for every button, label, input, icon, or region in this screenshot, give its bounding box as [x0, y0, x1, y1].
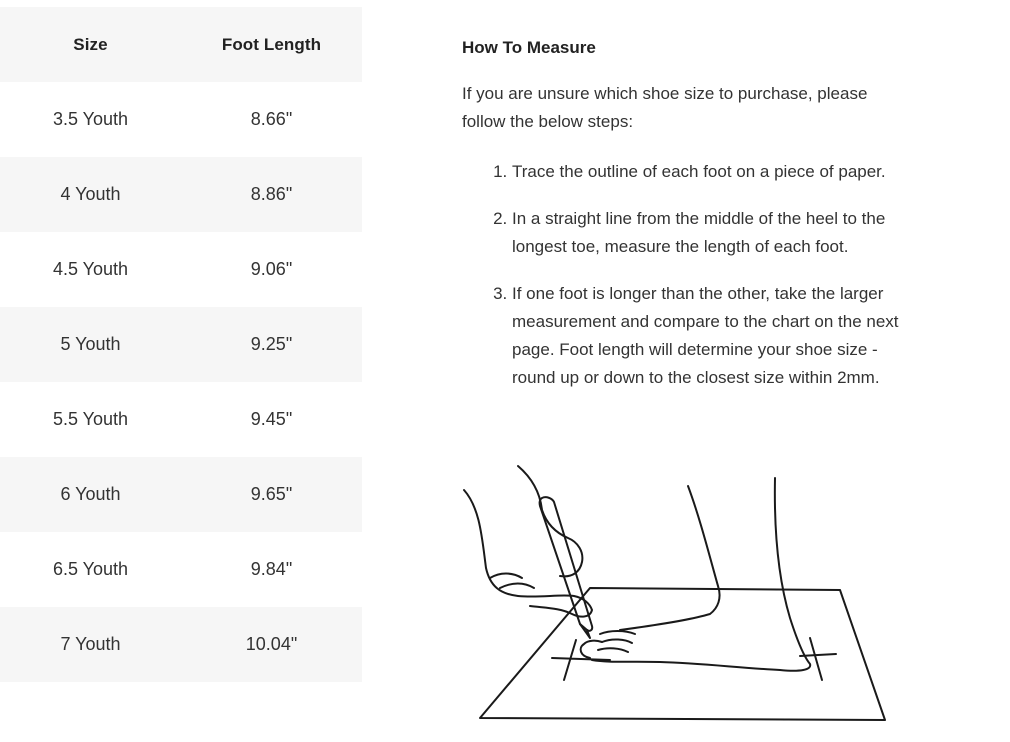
table-row	[0, 457, 362, 532]
foot-length-cell: 10.04"	[245, 634, 298, 654]
size-chart-header-row	[0, 7, 362, 82]
foot-length-cell: 9.06"	[250, 259, 293, 279]
leg-outline	[620, 486, 720, 630]
size-cell: 3.5 Youth	[52, 109, 129, 129]
size-cell: 4.5 Youth	[52, 259, 129, 279]
foot-tracing-illustration-icon	[460, 458, 890, 728]
measure-step: 1. Trace the outline of each foot on a piece of paper.	[512, 158, 902, 186]
size-cell: 5 Youth	[60, 334, 121, 354]
table-row	[0, 232, 362, 307]
size-cell: 6.5 Youth	[52, 559, 129, 579]
table-row	[0, 307, 362, 382]
how-to-measure-section	[462, 36, 902, 411]
foot-length-cell: 8.66"	[250, 109, 293, 129]
foot-length-cell: 9.84"	[250, 559, 293, 579]
size-cell: 4 Youth	[60, 184, 121, 204]
foot-length-cell: 8.86"	[250, 184, 293, 204]
table-row	[0, 382, 362, 457]
leg-back-outline	[592, 478, 810, 671]
table-row	[0, 532, 362, 607]
size-cell: 5.5 Youth	[52, 409, 129, 429]
foot-length-column-header: Foot Length	[221, 34, 322, 54]
measure-step: 3. If one foot is longer than the other, take the larger measurement and compare to the chart on the next page. Foot length will determine your shoe size - round up or down to the closest size within 2mm.	[512, 280, 902, 392]
size-cell: 7 Youth	[60, 634, 121, 654]
measure-steps-list	[462, 158, 902, 392]
size-chart-table	[0, 7, 362, 682]
table-row	[0, 607, 362, 682]
measure-step: 2. In a straight line from the middle of the heel to the longest toe, measure the length of each foot.	[512, 205, 902, 261]
table-row	[0, 82, 362, 157]
foot-length-cell: 9.45"	[250, 409, 293, 429]
how-to-measure-intro: If you are unsure which shoe size to purchase, please follow the below steps:	[462, 84, 868, 131]
toes	[598, 631, 635, 652]
size-cell: 6 Youth	[60, 484, 121, 504]
hand-outline	[464, 490, 592, 617]
foot-length-cell: 9.65"	[250, 484, 293, 504]
table-row	[0, 157, 362, 232]
how-to-measure-title: How To Measure	[462, 38, 596, 57]
size-column-header: Size	[73, 34, 108, 54]
hand-knuckles	[490, 574, 534, 589]
foot-length-cell: 9.25"	[250, 334, 293, 354]
